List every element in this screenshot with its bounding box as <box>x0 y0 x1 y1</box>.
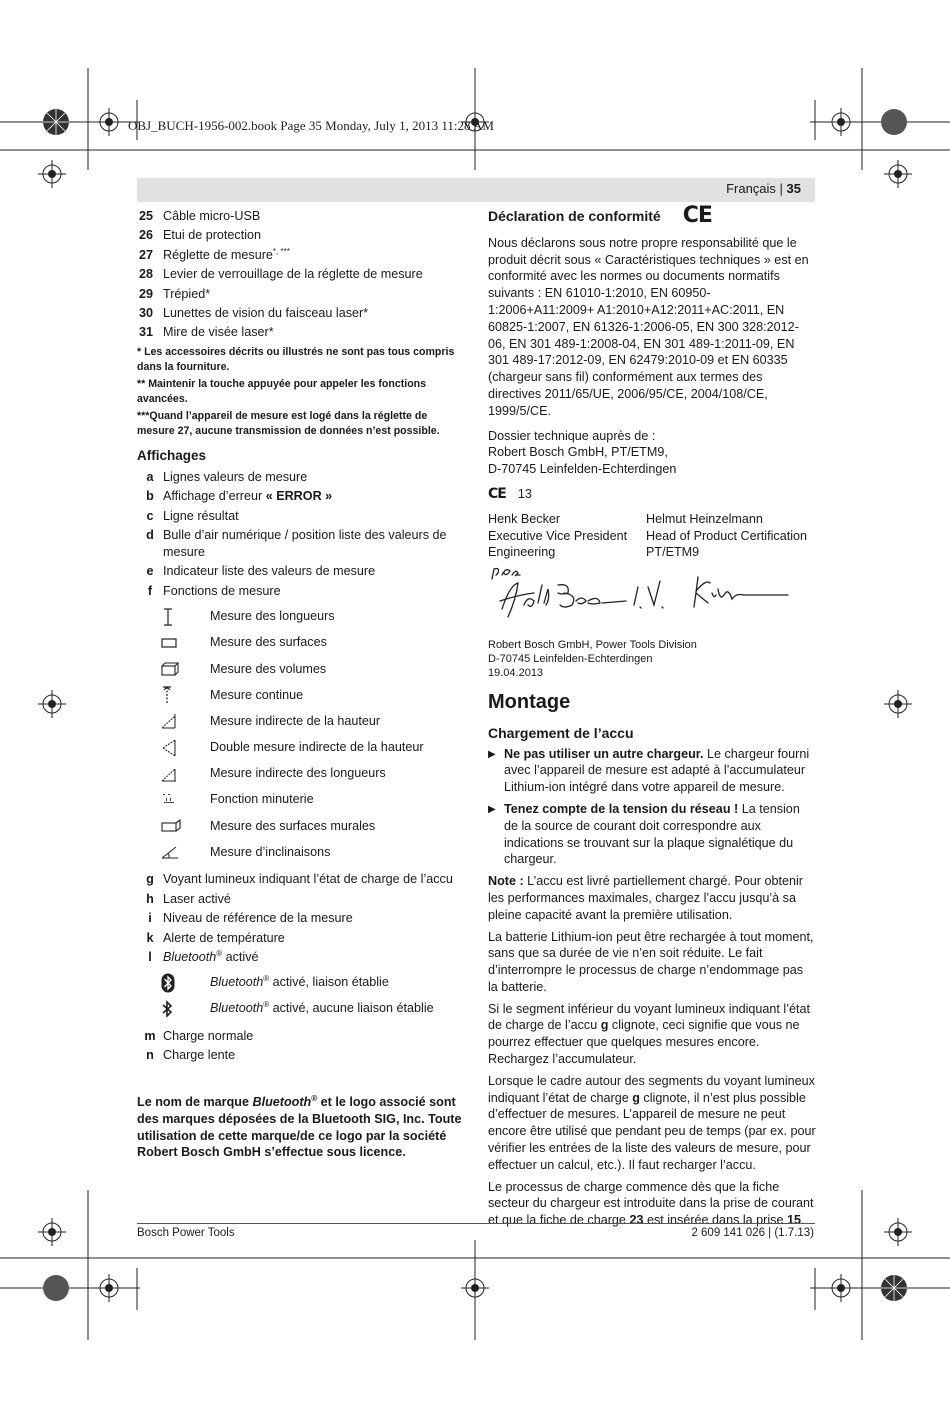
signer-name: Henk Becker <box>488 511 561 526</box>
footnote-ref: * <box>205 286 211 301</box>
list-item <box>137 910 465 927</box>
registration-crosshair-icon <box>827 1274 855 1302</box>
item-letter: e <box>146 564 154 579</box>
bullet-body: Le chargeur fourni avec l’appareil de mesure est adapté à l’accumulateur Lithium-ion intégré dans votre appareil de mesure. <box>504 746 810 795</box>
reference-number: 23 <box>629 1213 644 1228</box>
ce-mark-icon: CE <box>682 203 712 228</box>
list-item <box>137 247 465 264</box>
item-text <box>163 949 465 966</box>
item-letter: a <box>146 469 154 484</box>
wall-area-icon <box>137 819 210 833</box>
bluetooth-name: Bluetooth <box>252 1094 312 1109</box>
item-label: Charge lente <box>163 1048 236 1063</box>
display-list <box>137 469 465 600</box>
list-item <box>137 1047 465 1064</box>
header-text <box>726 181 801 196</box>
note-paragraph <box>488 873 816 923</box>
function-label: Mesure des surfaces murales <box>210 818 376 833</box>
declaration-body <box>488 235 816 680</box>
item-letter: k <box>146 930 154 945</box>
indirect-length-icon <box>137 766 210 782</box>
item-letter: b <box>146 489 154 504</box>
page-number: 35 <box>786 181 801 196</box>
list-item <box>137 930 465 947</box>
item-label: Etui de protection <box>163 228 262 243</box>
item-text <box>210 1000 465 1017</box>
ce-year: 13 <box>517 486 532 501</box>
footer-doc-number: 2 609 141 026 | (1.7.13) <box>691 1227 814 1239</box>
item-label: Mire de visée laser <box>163 325 269 340</box>
bullet-triangle-icon: ▶ <box>488 748 496 760</box>
item-label: Trépied <box>163 286 206 301</box>
parts-list <box>137 208 465 341</box>
list-item <box>137 787 465 813</box>
display-list-continued <box>137 871 465 965</box>
declaration-title: Déclaration de conformité <box>488 208 661 224</box>
registration-crosshair-icon <box>95 1274 123 1302</box>
section-heading-montage: Montage <box>488 690 571 713</box>
handwritten-signatures-icon <box>488 565 808 631</box>
list-item <box>137 324 465 341</box>
signatory-left <box>488 511 646 561</box>
item-text <box>163 227 465 244</box>
function-label: Mesure d’inclinaisons <box>210 844 331 859</box>
item-label: Ligne résultat <box>163 508 239 523</box>
item-label: Levier de verrouillage de la réglette de mesure <box>163 267 423 282</box>
item-letter: d <box>146 528 154 543</box>
paragraph: La batterie Lithium-ion peut être rechargée à tout moment, sans que sa durée de vie n’en soit réduite. Le fait d’interrompre le processus de charge n’endommage pas la batterie. <box>488 929 814 994</box>
registered-mark: ® <box>263 974 270 984</box>
item-text <box>163 266 465 283</box>
registration-crosshair-icon <box>38 690 66 718</box>
function-label: Mesure des volumes <box>210 661 327 676</box>
registration-mark-icon <box>42 1274 70 1302</box>
technical-file-block <box>488 428 816 478</box>
inclination-icon <box>137 845 210 859</box>
item-letter: i <box>148 911 152 926</box>
registration-crosshair-icon <box>461 1274 489 1302</box>
list-item <box>137 949 465 966</box>
paragraph <box>488 1179 816 1229</box>
display-list-end <box>137 1028 465 1064</box>
list-item <box>137 871 465 888</box>
item-label: Lunettes de vision du faisceau laser <box>163 305 364 320</box>
bluetooth-name: Bluetooth <box>210 1001 264 1016</box>
function-label: Mesure indirecte des longueurs <box>210 766 386 781</box>
bluetooth-trademark-note <box>137 1094 465 1161</box>
footer-brand: Bosch Power Tools <box>137 1227 235 1239</box>
item-text <box>163 488 465 505</box>
continuous-measure-icon <box>137 686 210 704</box>
function-label: Double mesure indirecte de la hauteur <box>210 740 424 755</box>
left-column <box>137 208 465 1161</box>
footnote: ***Quand l’appareil de mesure est logé dans la réglette de mesure 27, aucune transmission de données n’est possible. <box>137 410 440 437</box>
list-item <box>137 488 465 505</box>
registration-crosshair-icon <box>884 690 912 718</box>
list-item <box>137 630 465 656</box>
declaration-text: Nous déclarons sous notre propre responsabilité que le produit décrit sous « Caractéristiques techniques » est en conformité avec les normes ou documents normatifs suivants : EN 61010-1:2010, EN 60950-1:2006+A11:2009+ A1:2010+A12:2011+AC:2011, EN 60825-1:2007, EN 61326-1:2006-05, EN 300 328:2012-06, EN 301 489-1:2008-04, EN 301 489-1:2011-09, EN 301 489-17:2012-09, EN 62479:2010-09 et EN 60335 (chargeur sans fil) conformément aux termes des directives 2011/65/UE, 2006/95/CE, 2004/108/CE, 1999/5/CE. <box>488 235 809 418</box>
function-label: Mesure des longueurs <box>210 609 335 624</box>
footer-rule <box>137 1223 815 1224</box>
list-item <box>137 734 465 760</box>
footnote: * Les accessoires décrits ou illustrés ne sont pas tous compris dans la fourniture. <box>137 346 455 373</box>
volume-measure-icon <box>137 662 210 676</box>
reference-letter: g <box>632 1090 640 1105</box>
bluetooth-name: Bluetooth <box>210 975 264 990</box>
item-text <box>163 324 465 341</box>
item-label: Câble micro-USB <box>163 209 261 223</box>
page-header <box>137 178 815 202</box>
item-letter: h <box>146 891 154 906</box>
bullet-emphasis: Tenez compte de la tension du réseau ! <box>504 801 739 816</box>
list-item <box>488 801 816 868</box>
item-number: 26 <box>139 228 154 243</box>
declaration-heading <box>488 203 816 228</box>
subsection-heading-charging: Chargement de l’accu <box>488 724 634 741</box>
header-section: Français <box>726 181 776 196</box>
reference-number: 15 <box>786 1213 801 1228</box>
signer-title: Head of Product Certification <box>646 528 808 543</box>
item-letter: l <box>148 949 152 964</box>
paragraph-text: clignote, ceci signifie que vous ne pourrez effectuer que quelques mesures encore. Rechargez l’accumulateur. <box>488 1018 800 1067</box>
registered-mark: ® <box>263 1000 270 1010</box>
note-label: Note : <box>488 874 524 889</box>
item-label: Charge normale <box>163 1028 254 1043</box>
item-label: Lignes valeurs de mesure <box>163 469 308 484</box>
list-item <box>137 603 465 629</box>
address-line: D-70745 Leinfelden-Echterdingen <box>488 652 653 665</box>
bluetooth-name: Bluetooth <box>163 949 217 964</box>
list-item <box>137 656 465 682</box>
registration-crosshair-icon <box>827 108 855 136</box>
item-letter: c <box>146 508 154 523</box>
list-item <box>137 563 465 580</box>
registered-mark: ® <box>216 948 223 958</box>
registration-mark-icon <box>42 108 70 136</box>
item-letter: m <box>144 1028 156 1043</box>
item-letter: n <box>146 1048 154 1063</box>
signer-title: Executive Vice President <box>488 528 628 543</box>
item-number: 28 <box>139 267 154 282</box>
registration-crosshair-icon <box>884 1218 912 1246</box>
declaration-date: 19.04.2013 <box>488 666 544 679</box>
item-label: Affichage d’erreur <box>163 489 266 504</box>
signatories <box>488 511 816 561</box>
footnote-ref: * <box>268 325 274 340</box>
dossier-line: Robert Bosch GmbH, PT/ETM9, <box>488 445 668 460</box>
ce-mark-icon: CE <box>488 485 506 502</box>
address-line: Robert Bosch GmbH, Power Tools Division <box>488 638 697 651</box>
registration-crosshair-icon <box>884 160 912 188</box>
signer-dept: Engineering <box>488 545 556 560</box>
paragraph-text: Le processus de charge commence dès que la fiche secteur du chargeur est introduite dans la prise de courant et que la fiche de charge <box>488 1179 814 1228</box>
item-label: Alerte de température <box>163 930 285 945</box>
item-label: Bulle d’air numérique / position liste des valeurs de mesure <box>163 528 447 559</box>
paragraph-text: Si le segment inférieur du voyant lumineux indiquant l’état de charge de l’accu <box>488 1001 811 1033</box>
registered-mark: ® <box>311 1093 318 1103</box>
footnote-ref: * <box>363 305 369 320</box>
reference-letter: g <box>600 1018 609 1033</box>
item-text <box>210 974 465 991</box>
item-letter: f <box>147 583 153 598</box>
note-text: Le nom de marque <box>137 1094 253 1109</box>
item-number: 29 <box>139 286 154 301</box>
bluetooth-states-list <box>137 970 465 1022</box>
list-item <box>137 1028 465 1045</box>
footnote: ** Maintenir la touche appuyée pour appeler les fonctions avancées. <box>137 378 427 405</box>
item-letter: g <box>146 872 154 887</box>
footnote-ref: *, *** <box>272 246 290 256</box>
note-text: et le logo associé sont des marques déposées de la Bluetooth SIG, Inc. Toute utilisation de cette marque/de ce logo par la société Robert Bosch GmbH s’effectue sous licence. <box>137 1094 462 1160</box>
length-measure-icon <box>137 608 210 626</box>
list-item <box>137 813 465 839</box>
signatory-right <box>646 511 807 561</box>
registration-crosshair-icon <box>95 108 123 136</box>
list-item <box>137 527 465 561</box>
list-item <box>137 839 465 865</box>
item-label: Voyant lumineux indiquant l’état de charge de l’accu <box>163 872 453 887</box>
function-label: Mesure des surfaces <box>210 635 327 650</box>
list-item <box>488 746 816 796</box>
ce-year-mark <box>488 486 816 503</box>
bullet-text <box>504 801 816 868</box>
item-text <box>163 305 465 322</box>
list-item <box>137 508 465 525</box>
list-item <box>137 761 465 787</box>
registration-mark-icon <box>880 1274 908 1302</box>
list-item <box>137 996 465 1022</box>
note-text: L’accu est livré partiellement chargé. Pour obtenir les performances maximales, chargez l’accu jusqu’à sa pleine capacité avant la première utilisation. <box>488 874 803 922</box>
registration-mark-icon <box>880 108 908 136</box>
signer-dept: PT/ETM9 <box>646 545 700 560</box>
bullet-body: La tension de la source de courant doit correspondre aux indications se trouvant sur la plaque signalétique du chargeur. <box>504 801 800 867</box>
item-label: activé <box>225 949 259 964</box>
function-label: Fonction minuterie <box>210 792 314 807</box>
dossier-line: D-70745 Leinfelden-Echterdingen <box>488 462 677 477</box>
item-number: 27 <box>139 247 154 262</box>
item-label: Fonctions de mesure <box>163 583 281 598</box>
list-item <box>137 682 465 708</box>
list-item <box>137 708 465 734</box>
bullet-text <box>504 746 816 796</box>
paragraph-text: clignote, il n’est plus possible d’effectuer de mesures. L’appareil de mesure ne peut encore être utilisé que pendant peu de temps (par ex. pour vérifier les entrées de la liste des valeurs de mesure, pour effectuer un calcul, etc.). Il faut recharger l’accu. <box>488 1090 816 1172</box>
item-label: Indicateur liste des valeurs de mesure <box>163 564 376 579</box>
function-label: Mesure indirecte de la hauteur <box>210 713 381 728</box>
list-item <box>137 583 465 600</box>
dossier-line: Dossier technique auprès de : <box>488 428 656 443</box>
bluetooth-icon <box>137 999 210 1019</box>
item-label: Laser activé <box>163 891 231 906</box>
list-item <box>137 891 465 908</box>
item-text <box>163 208 465 225</box>
item-number: 30 <box>139 305 154 320</box>
book-file-line: OBJ_BUCH-1956-002.book Page 35 Monday, July 1, 2013 11:28 AM <box>128 118 494 133</box>
header-separator: | <box>775 181 787 196</box>
company-address <box>488 638 816 680</box>
list-item <box>137 469 465 486</box>
item-label: Niveau de référence de la mesure <box>163 911 353 926</box>
list-item <box>137 208 465 225</box>
section-heading-affichages: Affichages <box>137 448 207 464</box>
item-text <box>163 286 465 303</box>
area-measure-icon <box>137 637 210 649</box>
function-label: Mesure continue <box>210 687 304 702</box>
item-label: Réglette de mesure <box>163 247 273 262</box>
measure-functions-list <box>137 603 465 865</box>
paragraph-text: est insérée dans la prise <box>643 1213 787 1228</box>
bullet-triangle-icon: ▶ <box>488 803 496 815</box>
registration-crosshair-icon <box>38 160 66 188</box>
paragraph-text: . <box>800 1213 805 1228</box>
right-column <box>488 203 816 1234</box>
item-text <box>163 247 465 264</box>
list-item <box>137 970 465 996</box>
signer-name: Helmut Heinzelmann <box>646 511 763 526</box>
error-code: « ERROR » <box>265 489 333 504</box>
indirect-height-icon <box>137 713 210 729</box>
paragraph <box>488 1073 816 1174</box>
list-item <box>137 227 465 244</box>
list-item <box>137 305 465 322</box>
item-number: 31 <box>139 325 154 340</box>
list-item <box>137 286 465 303</box>
bluetooth-connected-icon <box>137 973 210 993</box>
paragraph-text: Lorsque le cadre autour des segments du voyant lumineux indiquant l’état de charge <box>488 1073 815 1105</box>
timer-function-icon <box>137 793 210 807</box>
item-number: 25 <box>139 209 154 223</box>
registration-crosshair-icon <box>38 1218 66 1246</box>
item-label: activé, aucune liaison établie <box>269 1001 434 1016</box>
list-item <box>137 266 465 283</box>
item-label: activé, liaison établie <box>269 975 389 990</box>
double-indirect-height-icon <box>137 739 210 757</box>
paragraph <box>488 1001 816 1068</box>
bullet-emphasis: Ne pas utiliser un autre chargeur. <box>504 746 704 761</box>
